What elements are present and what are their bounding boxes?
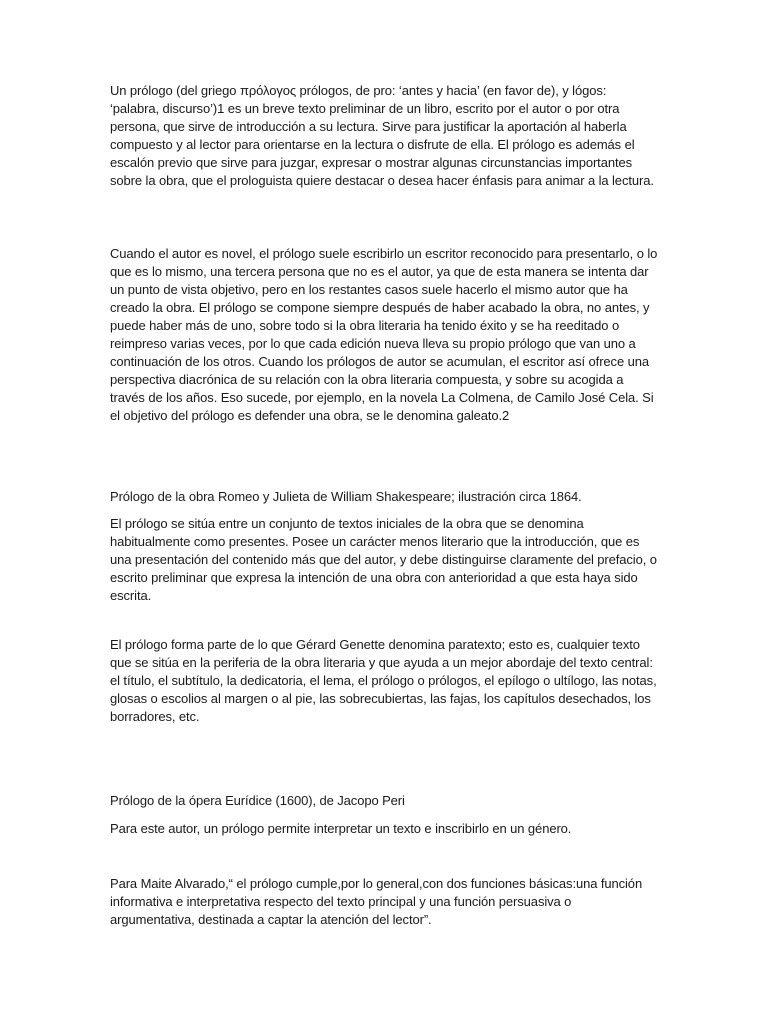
paragraph-interpret: Para este autor, un prólogo permite interpretar un texto e inscribirlo en un género. xyxy=(110,821,572,836)
paragraph-author: Cuando el autor es novel, el prólogo suele escribirlo un escritor reconocido para presentarlo, o lo que es lo mismo, una tercera persona que no es el autor, ya que de esta manera se intenta dar un punto de vista objetivo, pero en los restantes casos suele hacerlo el mismo autor que ha creado la obra. El prólogo se compone siempre después de haber acabado la obra, no antes, y puede haber más de uno, sobre todo si la obra literaria ha tenido éxito y se ha reeditado o reimpreso varias veces, por lo que cada edición nueva lleva su propio prólogo que van uno a continuación de los otros. Cuando los prólogos de autor se acumulan, el escritor así ofrece una perspectiva diacrónica de su relación con la obra literaria compuesta, y sobre su acogida a través de los años. Eso sucede, por ejemplo, en la novela La Colmena, de Camilo José Cela. Si el objetivo del prólogo es defender una obra, se le denomina galeato.2 xyxy=(110,246,658,423)
paragraph-definition: Un prólogo (del griego πρόλογος prólogos, de pro: ‘antes y hacia’ (en favor de), y lógos: ‘palabra, discurso’)1 es un breve texto preliminar de un libro, escrito por el autor o por otra persona, que sirve de introducción a su lectura. Sirve para justificar la aportación al haberla compuesto y al lector para orientarse en la lectura o disfrute de ella. El prólogo es además el escalón previo que sirve para juzgar, expresar o mostrar algunas circunstancias importantes sobre la obra, que el prologuista quiere destacar o desea hacer énfasis para animar a la lectura. xyxy=(110,83,654,188)
paragraph-paratext: El prólogo forma parte de lo que Gérard Genette denomina paratexto; esto es, cualquier texto que se sitúa en la periferia de la obra literaria y que ayuda a un mejor abordaje del texto central: el título, el subtítulo, la dedicatoria, el lema, el prólogo o prólogos, el epílogo o ultílogo, las notas, glosas o escolios al margen o al pie, las sobrecubiertas, las fajas, los capítulos desechados, los borradores, etc. xyxy=(110,637,657,724)
paragraph-position: El prólogo se sitúa entre un conjunto de textos iniciales de la obra que se denomina habitualmente como presentes. Posee un carácter menos literario que la introducción, que es una presentación del contenido más que del autor, y debe distinguirse claramente del prefacio, o escrito preliminar que expresa la intención de una obra con anterioridad a que esta haya sido escrita. xyxy=(110,516,657,603)
paragraph-alvarado: Para Maite Alvarado,“ el prólogo cumple,por lo general,con dos funciones básicas:una función informativa e interpretativa respecto del texto principal y una función persuasiva o argumentativa, destinada a captar la atención del lector”. xyxy=(110,876,643,927)
caption-romeo-julieta: Prólogo de la obra Romeo y Julieta de William Shakespeare; ilustración circa 1864. xyxy=(110,489,582,504)
caption-euridice: Prólogo de la ópera Eurídice (1600), de Jacopo Peri xyxy=(110,793,405,808)
